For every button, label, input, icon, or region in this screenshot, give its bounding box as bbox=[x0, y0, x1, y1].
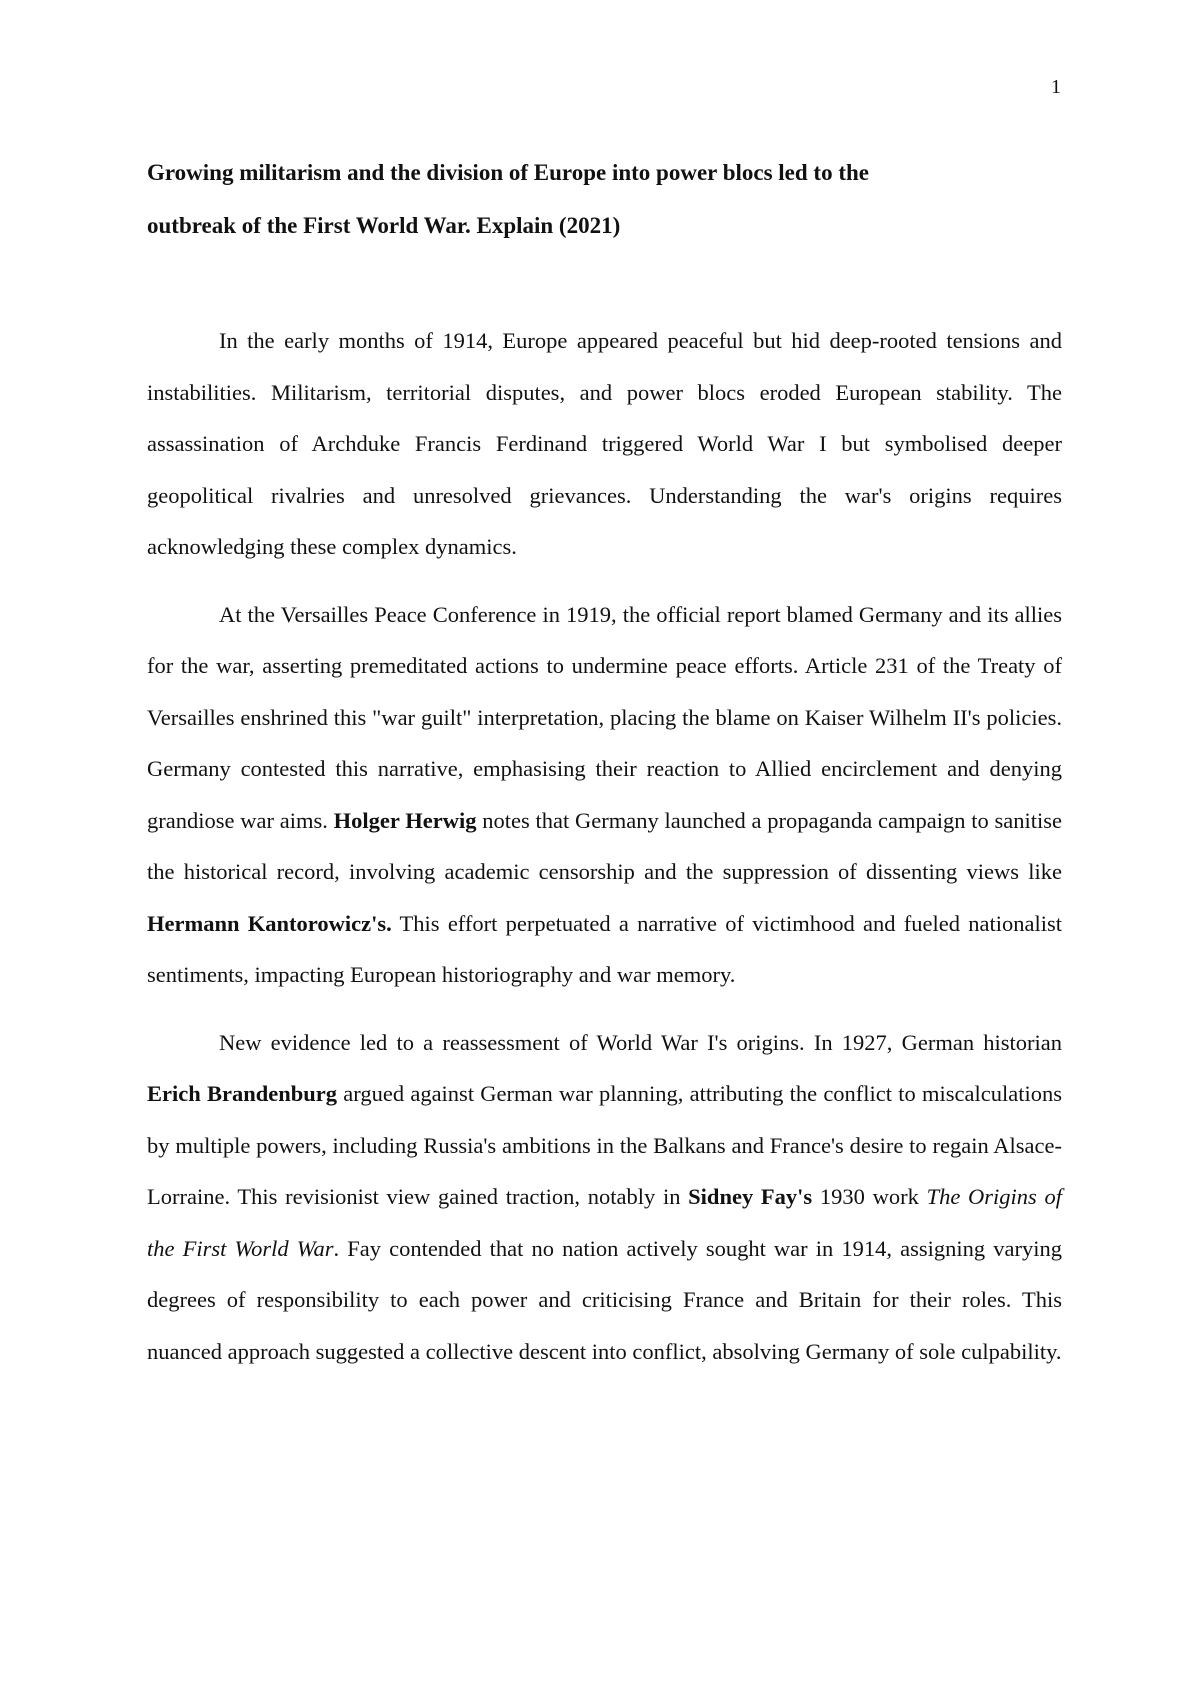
text-segment: This effort perpetuated a narrative of victimhood and fueled nationalist sentiments, impacting European historiography and war memory. bbox=[147, 910, 1063, 987]
essay-title bbox=[147, 146, 1067, 252]
text-segment: In the early months of 1914, Europe appeared peaceful but hid deep-rooted tensions and instabilities. Militarism, territorial disputes, and power blocs eroded European stability. The assassination of Archduke Francis Ferdinand triggered World War I but symbolised deeper geopolitical rivalries and unresolved grievances. Understanding the war's origins requires acknowledging these complex dynamics. bbox=[147, 328, 1062, 559]
paragraph-3 bbox=[147, 1017, 1062, 1378]
paragraph-1 bbox=[147, 315, 1062, 573]
essay-body bbox=[147, 315, 1062, 1393]
book-title: The Origins of the First World War bbox=[147, 1184, 1063, 1261]
essay-title-line: Growing militarism and the division of Europe into power blocs led to the bbox=[147, 160, 869, 185]
author-name-herwig: Holger Herwig bbox=[333, 807, 477, 833]
page-number: 1 bbox=[1051, 76, 1061, 98]
paragraph-2 bbox=[147, 589, 1062, 1001]
text-segment: At the Versailles Peace Conference in 1919, the official report blamed Germany and its allies for the war, asserting premeditated actions to undermine peace efforts. Article 231 of the Treaty of Versailles enshrined this "war guilt" interpretation, placing the blame on Kaiser Wilhelm II's policies. Germany contested this narrative, emphasising their reaction to Allied encirclement and denying grandiose war aims. bbox=[147, 601, 1062, 833]
text-segment: 1930 work bbox=[812, 1184, 927, 1209]
text-segment: notes that Germany launched a propaganda campaign to sanitise the historical record, involving academic censorship and the suppression of dissenting views like bbox=[147, 807, 1063, 884]
text-segment: . Fay contended that no nation actively sought war in 1914, assigning varying degrees of responsibility to each power and criticising France and Britain for their roles. This nuanced approach suggested a collective descent into conflict, absolving Germany of sole culpability. bbox=[147, 1235, 1062, 1364]
essay-title-line: outbreak of the First World War. Explain (2021) bbox=[147, 213, 621, 238]
author-name-brandenburg: Erich Brandenburg bbox=[147, 1081, 338, 1106]
author-name-fay: Sidney Fay's bbox=[688, 1184, 813, 1209]
text-segment: argued against German war planning, attributing the conflict to miscalculations by multiple powers, including Russia's ambitions in the Balkans and France's desire to regain Alsace-Lorraine. This revisionist view gained traction, notably in bbox=[147, 1081, 1062, 1209]
text-segment: New evidence led to a reassessment of World War I's origins. In 1927, German historian bbox=[219, 1029, 1062, 1055]
author-name-kantorowicz: Hermann Kantorowicz's. bbox=[147, 910, 392, 936]
